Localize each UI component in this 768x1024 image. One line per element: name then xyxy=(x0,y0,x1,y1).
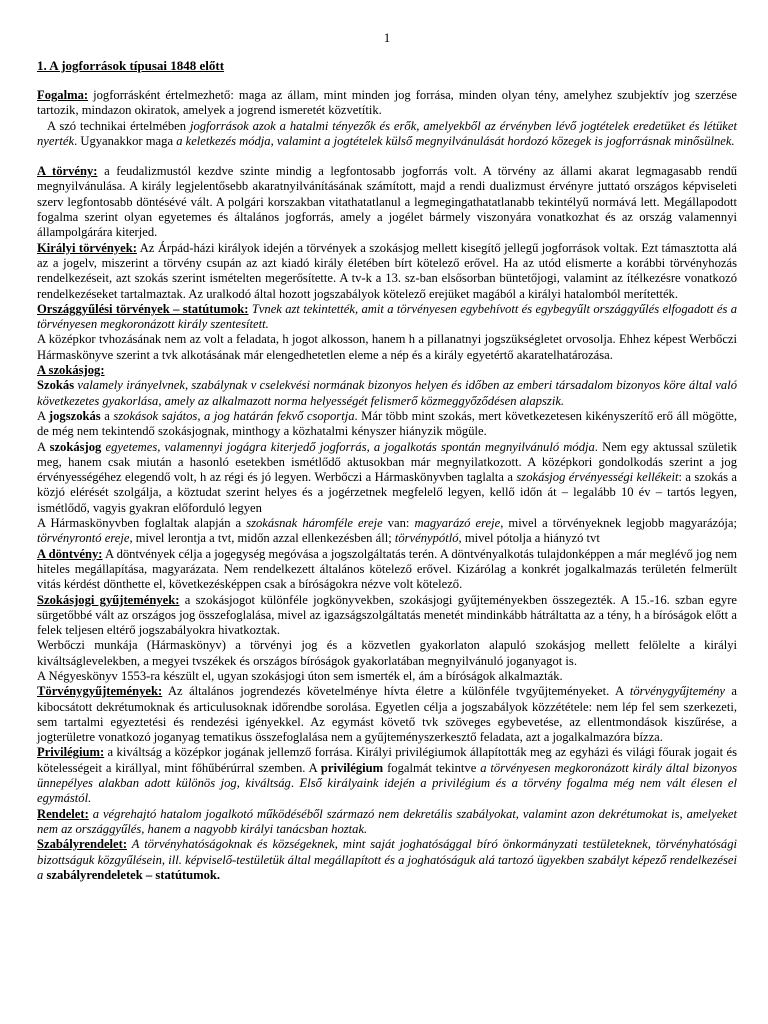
label-szokasjog: A szokásjog: xyxy=(37,363,105,378)
label-szokasjogi-gyujtemenyek: Szokásjogi gyűjtemények: xyxy=(37,592,180,607)
label-dontveny: A döntvény: xyxy=(37,546,103,561)
paragraph-torveny: A törvény: a feudalizmustól kezdve szinte mindig a legfontosabb jogforrás volt. A törvény az állami akarat legmagasabb rendű megnyilvánulása. A király legjelentősebb akaratnyilvánításának számított, majd a rendi dualizmust érvényre juttató országos képviseleti szerv legfontosabb döntésévé vált. A polgári korszakban vitathatatlanul a legmegingathatatlanabb tekintélyű normává lett. Megállapodott fogalma szerint olyan egyetemes és általános jogforrás, amely a jogélet bármely viszonyára vonatkozhat és az ország valamennyi állampolgárára kiterjed. xyxy=(37,164,738,240)
paragraph-negyeskonyv: A Négyeskönyv 1553-ra készült el, ugyan szokásjogi úton sem ismerték el, ám a bíróságok alkalmazták. xyxy=(37,668,563,683)
paragraph-jogszokas: A jogszokás a szokások sajátos, a jog határán fekvő csoportja. Már több mint szokás, mert következetesen kikényszerítő erő áll mögötte, de még nem tekintendő szokásjognak, minthogy a közhatalmi kényszer hiányzik mögüle. xyxy=(37,408,737,439)
paragraph-szokas-definition: Szokás valamely irányelvnek, szabálynak v cselekvési normának bizonyos helyen és időben az emberi társadalom bizonyos köre által való következetes gyakorlása, amely az alkalmazott norma helyességét felismerő közmeggyőződésen alapszik. xyxy=(37,378,737,408)
document-page xyxy=(37,30,737,883)
label-torvenygyujtemenyek: Törvénygyűjtemények: xyxy=(37,684,163,699)
spacer xyxy=(37,149,737,164)
paragraph-dontveny: A döntvény: A döntvények célja a jogegység megóvása a jogszolgáltatás terén. A döntvényalkotás tulajdonképpen a már meglévő jog nem hiteles megállapítása, magyarázata. Nem rendelkezett általános kötelező erővel. Kizárólag a konkrét jogalkalmazás területén felmerült vitás kérdést dönthette el, következésképpen csak a bíróságokra nézve volt kötelező. xyxy=(37,546,737,592)
paragraph-szabalyrendelet: Szabályrendelet: A törvényhatóságoknak és községeknek, mint saját joghatósággal bíró önkormányzati testületeknek, törvényhatósági bizottságuk közgyűlésein, ill. képviselő-testületük által megállapított és a joghatóságuk alá tartozó ügyekben szabályt képező rendelkezései a szabályrendeletek – statútumok. xyxy=(37,837,737,882)
section-heading: 1. A jogforrások típusai 1848 előtt xyxy=(37,58,225,73)
paragraph-szokasjog-heading xyxy=(37,363,737,378)
paragraph-kozepkor: A középkor tvhozásának nem az volt a feladata, h jogot alkosson, hanem h a pillanatnyi jogszükségletet orvosolja. Ehhez képest Werbőczi Hármaskönyve szerint a tvk alkotásának már elengedhetetlen eleme a nép és a király egyetértő akaratelhatározása. xyxy=(37,332,737,362)
paragraph-orszaggyulesi: Országgyűlési törvények – statútumok: Tvnek azt tekintették, amit a törvényesen egybehívott és egybegyűlt országgyűlés elfogadott és a törvényesen megkoronázott király szentesített. xyxy=(37,301,737,332)
paragraph-privilegium: Privilégium: a kiváltság a középkor jogának jellemző forrása. Királyi privilégiumok állapították meg az egyházi és világi főurak jogait és kötelességeit a királlyal, mint főhűbérúrral szemben. A privilégium fogalmát tekintve a törvényesen megkoronázott király által bizonyos ünnepélyes alakban adott különös jog, kiváltság. Első királyaink idején a privilégium és a törvény fogalma még nem vált élesen el egymástól. xyxy=(37,745,737,806)
label-rendelet: Rendelet: xyxy=(37,806,89,821)
paragraph-harmaskonyv: A Hármaskönyvben foglaltak alapján a szokásnak háromféle ereje van: magyarázó ereje, mivel a törvényeknek legjobb magyarázója; törvényrontó ereje, mivel lerontja a tvt, midőn azzal ellenkezésben áll; törvénypótló, mivel pótolja a hiányzó tvt xyxy=(37,516,738,546)
page-number: 1 xyxy=(383,30,391,45)
paragraph-torvenygyujtemenyek: Törvénygyűjtemények: Az általános jogrendezés követelménye hívta életre a különféle tvgyűjteményeket. A törvénygyűjtemény a kibocsátott dekrétumoknak és articulusoknak időrendbe sorolása. Egyetlen célja a jogszabályok közzététele: nem lép fel sem szerkezeti, sem tartalmi egyeztetési és rendezési igényekkel. Az egymást követő tvk szöveges egybevetése, az ellentmondások kiszűrése, a jogterületre vonatkozó joganyag tematikus összefoglalása nem a gyűjteményszerkesztő feladata, azt a jogalkalmazóra bízza. xyxy=(37,684,737,745)
label-kiralyi-torvenyek: Királyi törvények: xyxy=(37,240,137,255)
paragraph-technikai: A szó technikai értelmében jogforrások azok a hatalmi tényezők és erők, amelyekből az érvényben lévő jogtételek eredetüket és létüket nyerték. Ugyanakkor maga a keletkezés módja, valamint a jogtételek külső megnyilvánulását hordozó közegek is jogforrásnak minősülnek. xyxy=(37,118,737,148)
paragraph-kiralyi-torvenyek: Királyi törvények: Az Árpád-házi királyok idején a törvények a szokásjog mellett kisegítő jellegű jogforrások voltak. Ezt támasztotta alá az a jogelv, miszerint a törvény csupán az azt kiadó király életében bírt kötelező erővel. Ha az utód elismerte a korábbi törvényhozás rendelkezéseit, azt szokás szerint ismételten megerősítette. A tv-k a 13. sz-ban elsősorban büntetőjogi, valamint az ítélkezésre vonatkozó rendelkezéseket tartalmaztak. Az uralkodó által hozott jogszabályok kötelező erejüket magából a királyi hatalomból merítették. xyxy=(37,240,737,301)
label-orszaggyulesi: Országgyűlési törvények – statútumok: xyxy=(37,301,249,316)
label-szabalyrendelet: Szabályrendelet: xyxy=(37,837,128,852)
paragraph-fogalma: Fogalma: jogforrásként értelmezhető: maga az állam, mint minden jog forrása, minden olyan tény, amelyhez szubjektív jog szerzése tartozik, mindazon okiratok, amelyek a jogrend ismeretét közvetítik. xyxy=(37,88,737,118)
paragraph-rendelet: Rendelet: a végrehajtó hatalom jogalkotó működéséből származó nem dekretális szabályokat, valamint azon dekrétumokat is, amelyeket nem az országgyűlés, hanem a nagyobb királyi tanácsban hoztak. xyxy=(37,806,737,836)
paragraph-szokasjogi-gyujtemenyek: Szokásjogi gyűjtemények: a szokásjogot különféle jogkönyvekben, szokásjogi gyűjteményekben összegezték. A 15.-16. szban egyre sürgetőbbé vált az országos jog összefoglalása, mivel az igazságszolgáltatás menetét mindinkább hátráltatta az a tény, h a bíróságok előtt a felek teljesen eltérő jogszabályokra hivatkoztak. xyxy=(37,592,738,638)
label-privilegium: Privilégium: xyxy=(37,745,105,760)
paragraph-werboczi: Werbőczi munkája (Hármaskönyv) a törvényi jog és a közvetlen gyakorlaton alapuló szokásjog mellett felölelte a királyi kiváltságlevelekben, a megyei tvszékek és országos bíróságok gyakorlatában megnyilvánuló joganyagot is. xyxy=(37,638,737,668)
paragraph-szokasjog: A szokásjog egyetemes, valamennyi jogágra kiterjedő jogforrás, a jogalkotás spontán megnyilvánuló módja. Nem egy aktussal születik meg, hanem csak miután a hasonló esetekben ismétlődő aktusokban már megnyilatkozott. A középkori gondolkodás szerint a jog érvényességéhez elegendő volt, h az régi és jó legyen. Werbőczi a Hármaskönyvben taglalta a szokásjog érvényességi kellékeit: a szokás a közjó elérését szolgálja, a köztudat szerint helyes és a jogérzetnek megfelelő legyen, kellő időn át – legalább 10 év – tartós legyen, ismétlődő, vagyis gyakran előforduló legyen xyxy=(37,439,737,515)
label-torveny: A törvény: xyxy=(37,164,98,179)
label-fogalma: Fogalma: xyxy=(37,88,89,102)
